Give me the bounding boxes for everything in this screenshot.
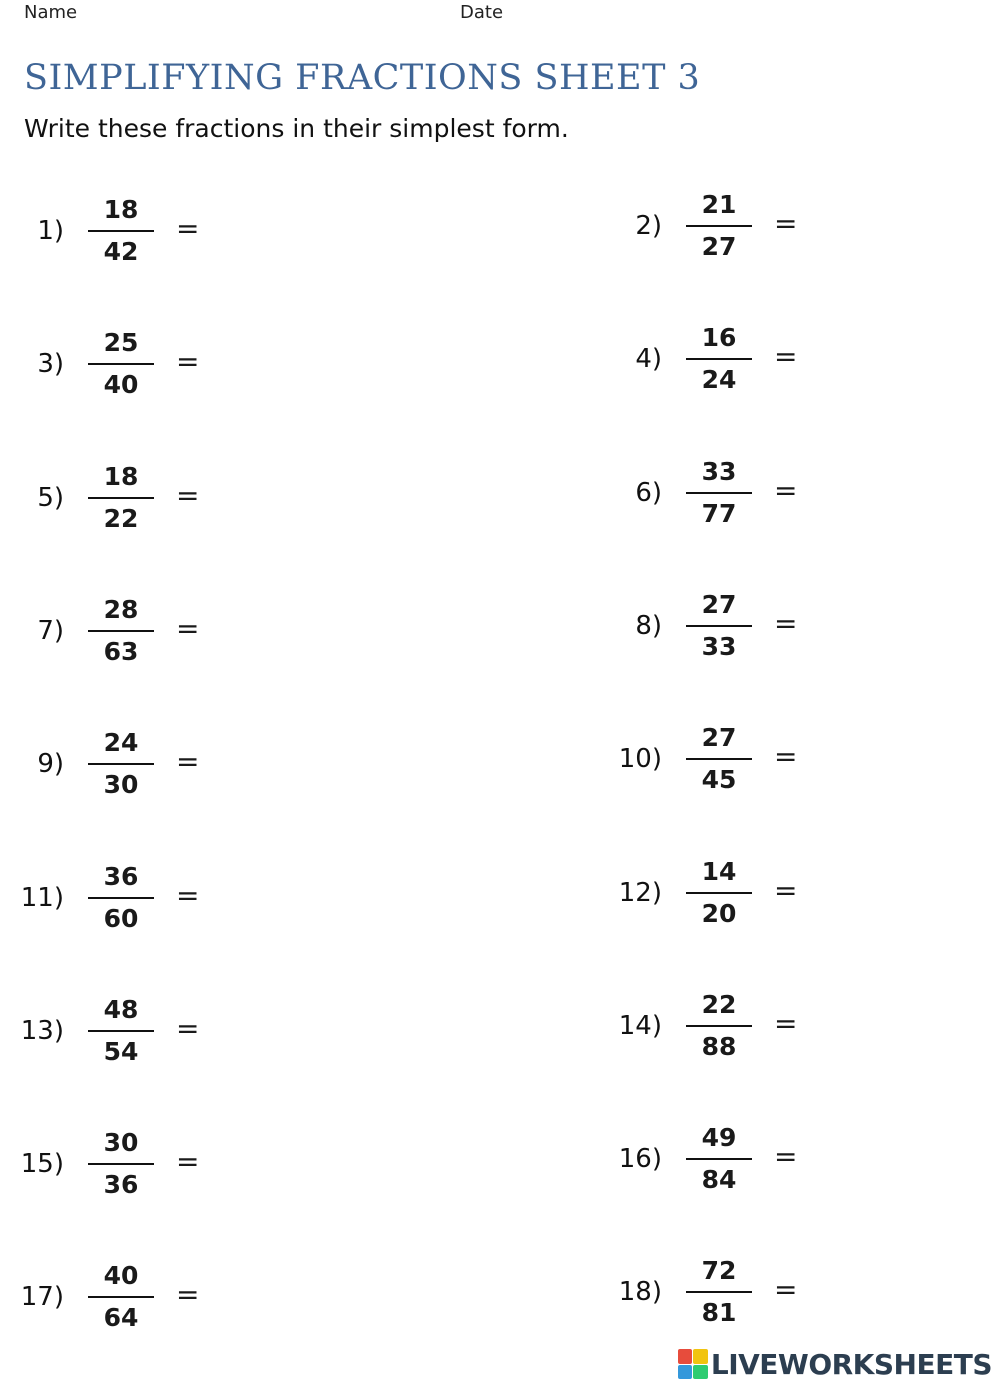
equals-sign: = (176, 745, 200, 779)
fraction (686, 1257, 752, 1327)
fraction-bar (686, 1025, 752, 1027)
fraction (88, 863, 154, 933)
denominator: 27 (701, 232, 737, 261)
problem-6 (622, 458, 882, 528)
problem-number: 2) (635, 211, 662, 241)
fraction (88, 463, 154, 533)
problem-number: 7) (37, 615, 64, 646)
problem-number: 18) (618, 1277, 662, 1308)
problem-number: 4) (635, 344, 662, 375)
numerator: 49 (701, 1123, 737, 1153)
fraction (88, 596, 154, 666)
problem-number: 6) (635, 477, 662, 508)
fraction-bar (686, 758, 752, 760)
fraction (88, 1262, 154, 1332)
numerator: 16 (701, 323, 737, 353)
fraction (686, 1124, 752, 1194)
fraction (686, 724, 752, 794)
denominator: 84 (701, 1165, 737, 1195)
numerator: 48 (103, 994, 139, 1024)
problem-number: 13) (20, 1015, 64, 1046)
problem-number: 11) (20, 882, 64, 913)
equals-sign: = (176, 212, 200, 245)
fraction (88, 196, 154, 266)
fraction-bar (686, 492, 752, 494)
problem-8 (622, 591, 882, 661)
numerator: 72 (701, 1256, 737, 1286)
equals-sign: = (176, 345, 200, 379)
problem-13 (20, 994, 284, 1066)
logo-square-blue (678, 1365, 693, 1380)
problem-3 (24, 329, 284, 399)
problem-17 (20, 1261, 284, 1333)
denominator: 81 (701, 1298, 737, 1328)
fraction (88, 996, 154, 1066)
numerator: 27 (701, 723, 737, 753)
logo-text: LIVEWORKSHEETS (710, 1347, 992, 1381)
fraction-bar (88, 363, 154, 365)
equals-sign: = (774, 1140, 798, 1174)
fraction (88, 329, 154, 399)
numerator: 25 (103, 328, 139, 358)
problem-15 (20, 1128, 284, 1200)
fraction (88, 729, 154, 799)
liveworksheets-logo-icon (678, 1349, 708, 1379)
name-label: Name (24, 2, 78, 23)
logo-square-yellow (693, 1349, 708, 1364)
fraction (686, 324, 752, 394)
numerator: 30 (103, 1128, 139, 1158)
problem-2 (622, 191, 882, 261)
fraction-bar (88, 230, 154, 232)
problem-9 (24, 729, 284, 799)
fraction-bar (686, 892, 752, 894)
problem-number: 5) (37, 482, 64, 513)
denominator: 77 (701, 498, 737, 528)
denominator: 45 (701, 765, 737, 795)
worksheet-title: SIMPLIFYING FRACTIONS SHEET 3 (24, 58, 701, 98)
numerator: 18 (103, 461, 139, 491)
denominator: 54 (103, 1036, 139, 1066)
denominator: 63 (103, 636, 139, 666)
denominator: 30 (103, 770, 139, 800)
equals-sign: = (176, 1145, 200, 1179)
fraction (686, 858, 752, 928)
fraction-bar (88, 1030, 154, 1032)
numerator: 33 (701, 456, 737, 486)
equals-sign: = (176, 878, 200, 912)
equals-sign: = (774, 740, 798, 774)
denominator: 22 (103, 503, 139, 533)
fraction-bar (88, 1296, 154, 1298)
problem-number: 8) (635, 610, 662, 641)
problem-number: 16) (618, 1144, 662, 1175)
problem-number: 3) (37, 349, 64, 380)
fraction (686, 458, 752, 528)
problem-4 (622, 324, 882, 394)
fraction-bar (686, 1158, 752, 1160)
numerator: 22 (701, 989, 737, 1019)
numerator: 14 (701, 856, 737, 886)
fraction-bar (686, 225, 752, 227)
fraction-bar (686, 1291, 752, 1293)
problem-number: 10) (618, 744, 662, 775)
problem-18 (618, 1256, 882, 1328)
fraction (686, 591, 752, 661)
logo-square-green (693, 1365, 708, 1380)
problem-10 (618, 723, 882, 795)
numerator: 36 (103, 861, 139, 891)
numerator: 18 (103, 195, 139, 224)
numerator: 27 (701, 589, 737, 619)
problem-number: 14) (618, 1010, 662, 1041)
fraction (686, 991, 752, 1061)
problem-1 (24, 196, 284, 266)
problem-16 (618, 1123, 882, 1195)
liveworksheets-logo (678, 1347, 992, 1381)
numerator: 21 (701, 190, 737, 219)
fraction-bar (88, 630, 154, 632)
logo-square-red (678, 1349, 693, 1364)
problem-number: 15) (20, 1149, 64, 1180)
equals-sign: = (176, 611, 200, 645)
denominator: 40 (103, 370, 139, 400)
fraction-bar (686, 358, 752, 360)
denominator: 33 (701, 631, 737, 661)
fraction-bar (88, 763, 154, 765)
equals-sign: = (774, 1006, 798, 1040)
instructions: Write these fractions in their simplest form. (24, 114, 569, 143)
date-label: Date (460, 2, 504, 23)
problem-12 (618, 856, 882, 928)
fraction-bar (88, 897, 154, 899)
denominator: 20 (701, 898, 737, 928)
equals-sign: = (774, 473, 798, 507)
equals-sign: = (176, 1278, 200, 1312)
numerator: 28 (103, 594, 139, 624)
denominator: 42 (103, 237, 139, 266)
denominator: 64 (103, 1303, 139, 1333)
fraction (686, 191, 752, 261)
equals-sign: = (176, 1011, 200, 1045)
fraction (88, 1129, 154, 1199)
equals-sign: = (774, 1273, 798, 1307)
numerator: 24 (103, 728, 139, 758)
equals-sign: = (774, 207, 798, 240)
denominator: 60 (103, 903, 139, 933)
denominator: 24 (701, 365, 737, 395)
problem-5 (24, 463, 284, 533)
equals-sign: = (176, 478, 200, 512)
denominator: 88 (701, 1031, 737, 1061)
equals-sign: = (774, 606, 798, 640)
fraction-bar (686, 625, 752, 627)
fraction-bar (88, 1163, 154, 1165)
problem-number: 17) (20, 1282, 64, 1313)
equals-sign: = (774, 873, 798, 907)
problem-14 (618, 989, 882, 1061)
denominator: 36 (103, 1170, 139, 1200)
problem-number: 1) (37, 216, 64, 246)
problem-7 (24, 596, 284, 666)
problem-11 (20, 861, 284, 933)
fraction-bar (88, 497, 154, 499)
numerator: 40 (103, 1261, 139, 1291)
problem-number: 9) (37, 749, 64, 780)
problem-number: 12) (618, 877, 662, 908)
equals-sign: = (774, 340, 798, 374)
